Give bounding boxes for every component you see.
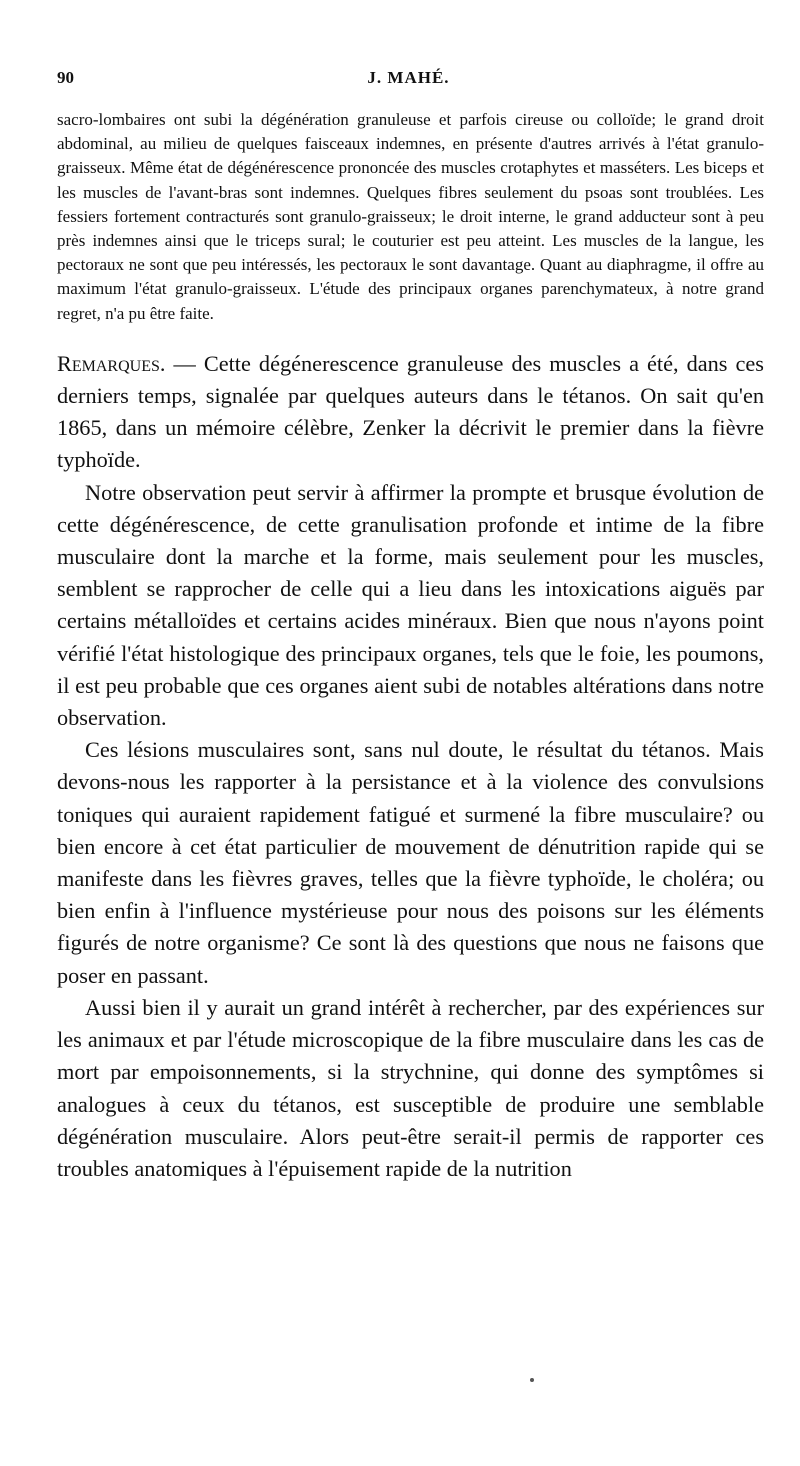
remarques-paragraph <box>57 348 764 477</box>
running-head: J. MAHÉ. <box>367 68 450 87</box>
remarques-text: — Cette dégénerescence granuleuse des muscles a été, dans ces derniers temps, signalée par quelques auteurs dans le tétanos. On sait qu'en 1865, dans un mémoire célèbre, Zenker la décrivit le premier dans la fièvre typhoïde. <box>57 350 764 473</box>
ink-speck <box>530 1378 534 1382</box>
body-text <box>57 108 764 1185</box>
page-number: 90 <box>57 68 74 87</box>
page-header <box>57 68 760 92</box>
remarques-heading: Remarques. <box>57 350 166 376</box>
paragraph-lesions: Ces lésions musculaires sont, sans nul doute, le résultat du tétanos. Mais devons-nous les rapporter à la persistance et à la violence des convulsions toniques qui auraient rapidement fatigué et surmené la fibre musculaire? ou bien encore à cet état particulier de mouvement de dénutrition rapide qui se manifeste dans les fièvres graves, telles que la fièvre typhoïde, le choléra; ou bien enfin à l'influence mystérieuse pour nous des poisons sur les éléments figurés de notre organisme? Ce sont là des questions que nous ne faisons que poser en passant. <box>57 737 764 988</box>
paragraph-experiences: Aussi bien il y aurait un grand intérêt à rechercher, par des expériences sur les animaux et par l'étude microscopique de la fibre musculaire dans les cas de mort par empoisonnements, si la strychnine, qui donne des symptômes si analogues à ceux du tétanos, est susceptible de produire une semblable dégénération musculaire. Alors peut-être serait-il permis de rapporter ces troubles anatomiques à l'épuisement rapide de la nutrition <box>57 994 764 1181</box>
observation-paragraph: sacro-lombaires ont subi la dégénération granuleuse et parfois cireuse ou colloïde; le grand droit abdominal, au milieu de quelques faisceaux indemnes, en présente d'autres arrivés à l'état granulo-graisseux. Même état de dégénérescence prononcée des muscles crotaphytes et masséters. Les biceps et les muscles de l'avant-bras sont indemnes. Quelques fibres seulement du psoas sont troublées. Les fessiers fortement contracturés sont granulo-graisseux; le droit interne, le grand adducteur sont à peu près indemnes ainsi que le triceps sural; le couturier est peu atteint. Les muscles de la langue, les pectoraux ne sont que peu intéressés, les pectoraux le sont davantage. Quant au diaphragme, il offre au maximum l'état granulo-graisseux. L'étude des principaux organes parenchymateux, à notre grand regret, n'a pu être faite. <box>57 110 764 323</box>
paragraph-observation-evolution: Notre observation peut servir à affirmer la prompte et brusque évolution de cette dégénérescence, de cette granulisation profonde et intime de la fibre musculaire dont la marche et la forme, mais seulement pour les muscles, semblent se rapprocher de celle qui a lieu dans les intoxications aiguës par certains métalloïdes et certains acides minéraux. Bien que nous n'ayons point vérifié l'état histologique des principaux organes, tels que le foie, les poumons, il est peu probable que ces organes aient subi de notables altérations dans notre observation. <box>57 479 764 731</box>
